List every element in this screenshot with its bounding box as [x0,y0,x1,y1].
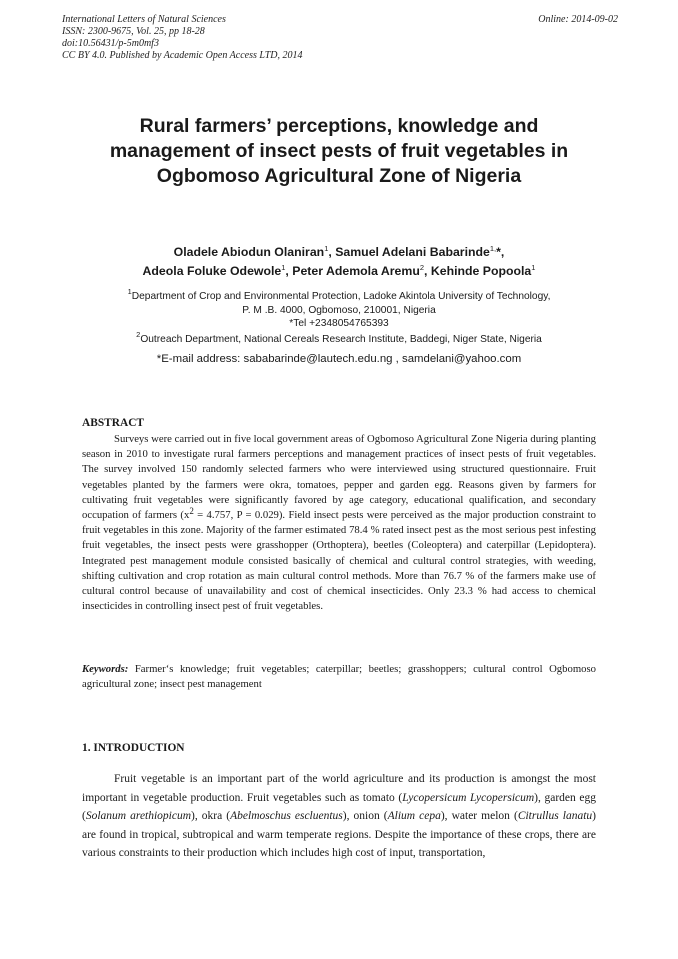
telephone: *Tel +2348054765393 [289,318,389,329]
keywords-label: Keywords [82,663,125,675]
author-name: Samuel Adelani Babarinde [335,245,490,259]
corresponding-mark: *, [496,245,505,259]
affiliation-mark: 2 [136,330,141,339]
abstract-text-part: Surveys were carried out in five local government areas of Ogbomoso Agricultural Zone Nigeria during planting season in 2010 to investigate rural farmers perceptions and management practices of insect pests of fruit vegetables. The survey involved 150 randomly selected farmers who were interviewed using structured questionnaire. Fruit vegetables planted by the farmers were okra, tomatoes, pepper and garden egg. Reasons given by farmers for cultivating fruit vegetables were significantly favored by age category, educational qualification, and secondary occupation of farmers (x [82,433,596,522]
intro-text-part: Fruit vegetable is an important part of the world agriculture and its production is amongst the most important in vegetable production. Fruit vegetables such as tomato ( [82,773,596,804]
affiliation-text: Department of Crop and Environmental Protection, Ladoke Akintola University of Technology, [131,291,551,302]
intro-text-part: ), garden egg ( [82,791,596,823]
abstract-text [82,432,596,614]
chi-square-superscript: 2 [189,506,194,517]
author-line-2 [70,262,608,281]
intro-text-part: ), water melon ( [440,810,518,823]
title-line-3: Ogbomoso Agricultural Zone of Nigeria [156,165,522,187]
author-affiliation-mark: 1 [324,244,329,253]
keywords [82,662,596,692]
author-separator: , [285,264,293,278]
affiliation-1-line-1 [70,287,608,304]
affiliation-2 [70,330,608,347]
title-line-1: Rural farmers’ perceptions, knowledge and [139,115,539,137]
affiliation-1-line-2: P. M .B. 4000, Ogbomoso, 210001, Nigeria [242,304,436,316]
intro-text-part: ), okra ( [191,810,231,823]
author-separator: , [328,245,336,259]
author-affiliation-mark: 1 [531,263,536,272]
abstract-heading: ABSTRACT [82,417,145,429]
keywords-colon: : [124,663,129,675]
author-name: Adeola Foluke Odewole [142,264,282,278]
species-name: Abelmoschus escluentus [230,810,343,823]
affiliation-text: Outreach Department, National Cereals Research Institute, Baddegi, Niger State, Nigeria [140,334,542,345]
title-line-2: management of insect pests of fruit vegetables in [109,140,569,162]
affiliation-mark: 1 [127,287,132,296]
issn-line: ISSN: 2300-9675, Vol. 25, pp 18-28 [62,26,205,37]
paper-title [70,114,608,189]
abstract-text-part: = 4.757, P = 0.029). Field insect pests were perceived as the major production constraint to fruit vegetables in this zone. Majority of the farmer estimated 78.4 % rated insect pest as the most serious pest infesting fruit vegetables, the insect pests were grasshopper (Orthoptera), beetles (Coleoptera) and caterpillar (Lepidoptera). Integrated pest management module consisted basically of chemical and cultural control strategies, with weeding, shifting cultivation and crop rotation as main cultural control methods. More than 76.7 % of the farmers make use of cultural control because of unavailability and cost of chemical insecticides. Only 23.3 % had access to chemical insecticides in controlling insect pest of fruit vegetables. [82,509,596,613]
journal-header [62,14,618,62]
author-list [70,243,608,281]
introduction-text [82,770,596,863]
author-affiliation-mark: 2 [419,263,424,272]
species-name: Citrullus lanatu [517,810,593,823]
species-name: Alium cepa [387,810,441,823]
author-line-1 [70,243,608,262]
keywords-text: Farmer‘s knowledge; fruit vegetables; caterpillar; beetles; grasshoppers; cultural control Ogbomoso agricultural zone; insect pest management [82,663,596,691]
introduction-heading: 1. INTRODUCTION [82,742,185,754]
journal-name: International Letters of Natural Sciences [62,14,226,25]
online-date: Online: 2014-09-02 [538,14,618,25]
author-affiliation-mark: 1, [489,244,497,253]
intro-text-part: ), onion ( [342,810,388,823]
intro-text-part: ) are found in tropical, subtropical and warm temperate regions. Despite the importance of these crops, there are various constraints to their production which includes high cost of input, transportation, [82,810,596,860]
doi-line: doi:10.56431/p-5m0mf3 [62,38,159,49]
author-separator: , [424,264,431,278]
license-line: CC BY 4.0. Published by Academic Open Access LTD, 2014 [62,50,303,61]
author-affiliation-mark: 1 [281,263,286,272]
affiliation-1 [70,287,608,331]
species-name: Solanum arethiopicum [85,810,192,823]
email-address: *E-mail address: sababarinde@lautech.edu.ng , samdelani@yahoo.com [156,353,522,365]
author-name: Kehinde Popoola [430,264,532,278]
species-name: Lycopersicum Lycopersicum [402,791,535,804]
author-name: Peter Ademola Aremu [292,264,420,278]
author-name: Oladele Abiodun Olaniran [173,245,325,259]
